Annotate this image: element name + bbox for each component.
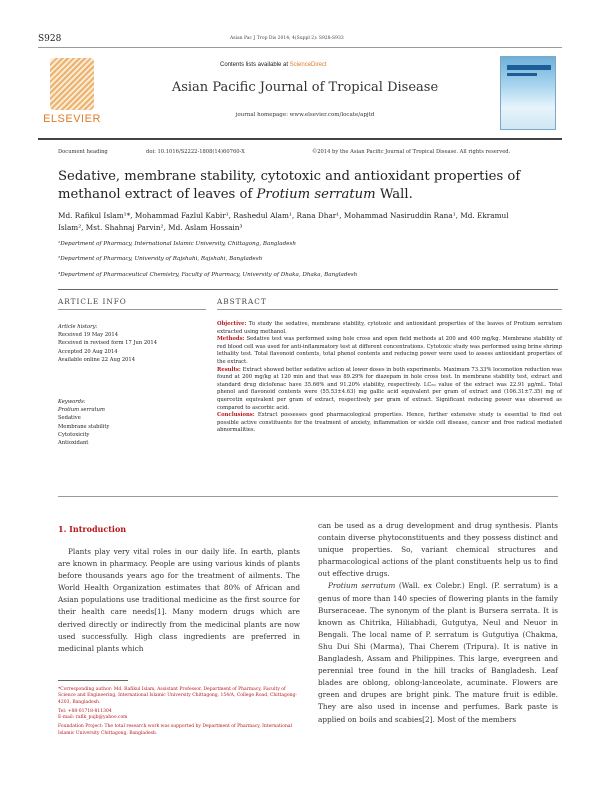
copyright: ©2014 by the Asian Pacific Journal of Tropical Disease. All rights reserved. [312,149,511,155]
affiliation-3: ³Department of Pharmaceutical Chemistry, Faculty of Pharmacy, University of Dhaka, Dhaka, Bangladesh [58,272,358,278]
right-paragraph-1: can be used as a drug development and drug synthesis. Plants contain diverse phytoconstituents and they possess distinct and unique properties. So, variant chemical structures and pharmacological actions of the plant constituents help us to find out effective drugs. [318,521,558,579]
introduction-heading: 1. Introduction [58,524,127,534]
article-title [58,168,558,204]
intro-left-column: Plants play very vital roles in our daily life. In earth, plants are known in pharmacy. People are using various kinds of plants before thousands years ago for the treatment of ailments. The World Health Organization estimates that 80% of African and Asian populations use traditional medicine as the first source for their health care needs[1]. Many modern drugs which are derived directly or indirectly from the medicinal plants are now used successfully. High class ingredients are preferred in medicinal plants which [58,547,300,653]
right-paragraph-2 [318,580,558,725]
objective-label: Objective: [217,321,247,327]
author-list [58,210,558,234]
title-part1: Sedative, membrane stability, cytotoxic and antioxidant properties of methanol extract of leaves of [58,169,521,202]
corresponding-author: *Corresponding author: Md. Rafikul Islam, Assistant Professor, Department of Pharmacy, Faculty of Science and Engineering, International Islamic University Chittagong, 154/A, College Road, Chittagong-4203, Bangladesh. [58,687,297,705]
elsevier-logo[interactable] [38,58,106,128]
history-label: Article history: [58,324,98,330]
abstract-methods [217,336,562,366]
author-email[interactable]: E-mail: rafik_pujb@yahoo.com [58,715,128,721]
species-name: Protium serratum [328,581,396,591]
methods-label: Methods: [217,336,245,343]
footnotes [58,687,300,740]
author-tel: Tel: +88-01718-811304 [58,708,112,714]
results-label: Results: [217,366,241,373]
cover-title-bar [507,65,551,70]
abstract-conclusions [217,412,562,435]
elsevier-logo-text: ELSEVIER [43,113,101,125]
contents-line [220,62,327,68]
abstract-heading: ABSTRACT [217,297,267,306]
abstract-rule [217,309,562,310]
keyword-item: Sedative [58,415,81,422]
results-text: Extract showed better sedative action at lower doses in both experiments. Maximum 73.33% locomotion reduction was found at 200 mg/kg at 120 min and that was 89.29% for diazepam in hole cross test. In membrane stability test, extract and standard drug diclofenac have 35.66% and 91.20% stability, respectively. LC₅₀ value of the extract was 22.91 μg/mL. Total phenol and flavonoid contents were (55.53±4.63) mg gallic acid equivalent per gram of extract and (106.31±7.35) mg of quercetin equivalent per gram of extract, respectively per gram of extract. Significant reducing power was observed as compared to ascorbic acid. [217,366,562,411]
affiliation-2: ²Department of Pharmacy, University of Rajshahi, Rajshahi, Bangladesh [58,256,263,262]
history-item: Available online 22 Aug 2014 [58,356,136,363]
journal-cover-thumbnail [500,56,556,130]
history-item: Accepted 20 Aug 2014 [58,348,118,355]
methods-text: Sedative test was performed using hole cross and open field methods at 200 and 400 mg/kg. Membrane stability of red blood cell was used for anti-inflammatory test at different concentrations. Cytotoxic study was performed using brine shrimp lethality test. Total flavonoid contents, total phenol contents and reducing power were used to assess antioxidant properties of the extract. [217,336,562,365]
keywords-label: Keywords: [58,399,86,405]
article-info-heading: ARTICLE INFO [58,297,127,306]
document-heading-label: Document heading [58,149,108,155]
funding-note: Foundation Project: The total research work was supported by Department of Pharmacy, International Islamic University Chittagong, Bangladesh. [58,724,292,736]
keyword-item: Antioxidant [58,440,89,447]
footnote-divider [58,680,128,681]
running-head: Asian Pac J Trop Dis 2014; 4(Suppl 2): S928-S933 [230,36,344,41]
history-item: Received 19 May 2014 [58,332,119,339]
article-info-rule [58,309,206,310]
abstract-end-divider [58,496,558,497]
journal-title: Asian Pacific Journal of Tropical Disease [171,80,439,95]
conclusions-label: Conclusions: [217,412,255,419]
affiliation-1: ¹Department of Pharmacy, International Islamic University, Chittagong, Bangladesh [58,241,296,247]
affiliation-divider [58,289,558,290]
contents-prefix: Contents lists available at [220,62,290,68]
history-item: Received in revised form 17 Jun 2014 [58,340,158,347]
journal-homepage[interactable]: journal homepage: www.elsevier.com/locate/apjtd [235,112,375,118]
authors-line-1: Md. Rafikul Islam¹*, Mohammad Fazlul Kabir¹, Rashedul Alam¹, Rana Dhar¹, Mohammad Nasiruddin Rana¹, Md. Ekramul [58,211,509,220]
conclusions-text: Extract possesses good pharmacological properties. Hence, further extensive study is essential to find out possible active constituents for the treatment of anxiety, inflammation or sickle cell disease, cancer and free radical mediated abnormalities. [217,412,562,434]
cover-subtitle-bar [507,73,537,76]
objective-text: To study the sedative, membrane stability, cytotoxic and antioxidant properties of the leaves of Protium serratum extracted using methanol. [217,321,562,335]
title-species: Protium serratum [256,187,376,202]
sciencedirect-link[interactable]: ScienceDirect [289,62,327,68]
keywords [58,398,206,447]
intro-right-column [318,520,558,726]
abstract-objective [217,321,562,336]
header-divider [38,47,562,48]
keyword-item: Cytotoxicity [58,431,90,438]
tree-icon [50,58,94,110]
masthead-divider [38,138,562,140]
keyword-item: Membrane stability [58,423,110,430]
article-history [58,323,206,364]
right-paragraph-2-text: (Wall. ex Colebr.) Engl. (P. serratum) is a genus of more than 140 species of flowering plants in the family Burseraceae. The synonym of the plant is Bursera serrata. It is known as Chitrika, Hiliabhadi, Gutgutya, Neul and Neuor in Bengali. The local name of P. serratum is Gutgutiya (Chakma, Shu Dui Shi (Marma), Thai Cherem (Tripura). It is native in Bangladesh, Assam and Philippines. This large, evergreen and perennial tree found in the hill tracks of Bangladesh. Leaf blades are oblong, oblong-lanceolate, acuminate. Flowers are green and drupes are bright pink. The mature fruit is edible. They are also used in incense and perfumes. Bark paste is applied on boils and scabies[2]. Most of the members [318,581,559,724]
abstract-body [217,321,562,435]
page-number: S928 [38,34,62,44]
doi[interactable]: doi: 10.1016/S2222-1808(14)60760-X [146,149,245,155]
abstract-results [217,367,562,413]
keyword-item: Protium serratum [58,407,105,414]
authors-line-2: Islam², Mst. Shahnaj Parvin², Md. Aslam Hossain³ [58,223,243,232]
title-part2: Wall. [375,187,413,202]
